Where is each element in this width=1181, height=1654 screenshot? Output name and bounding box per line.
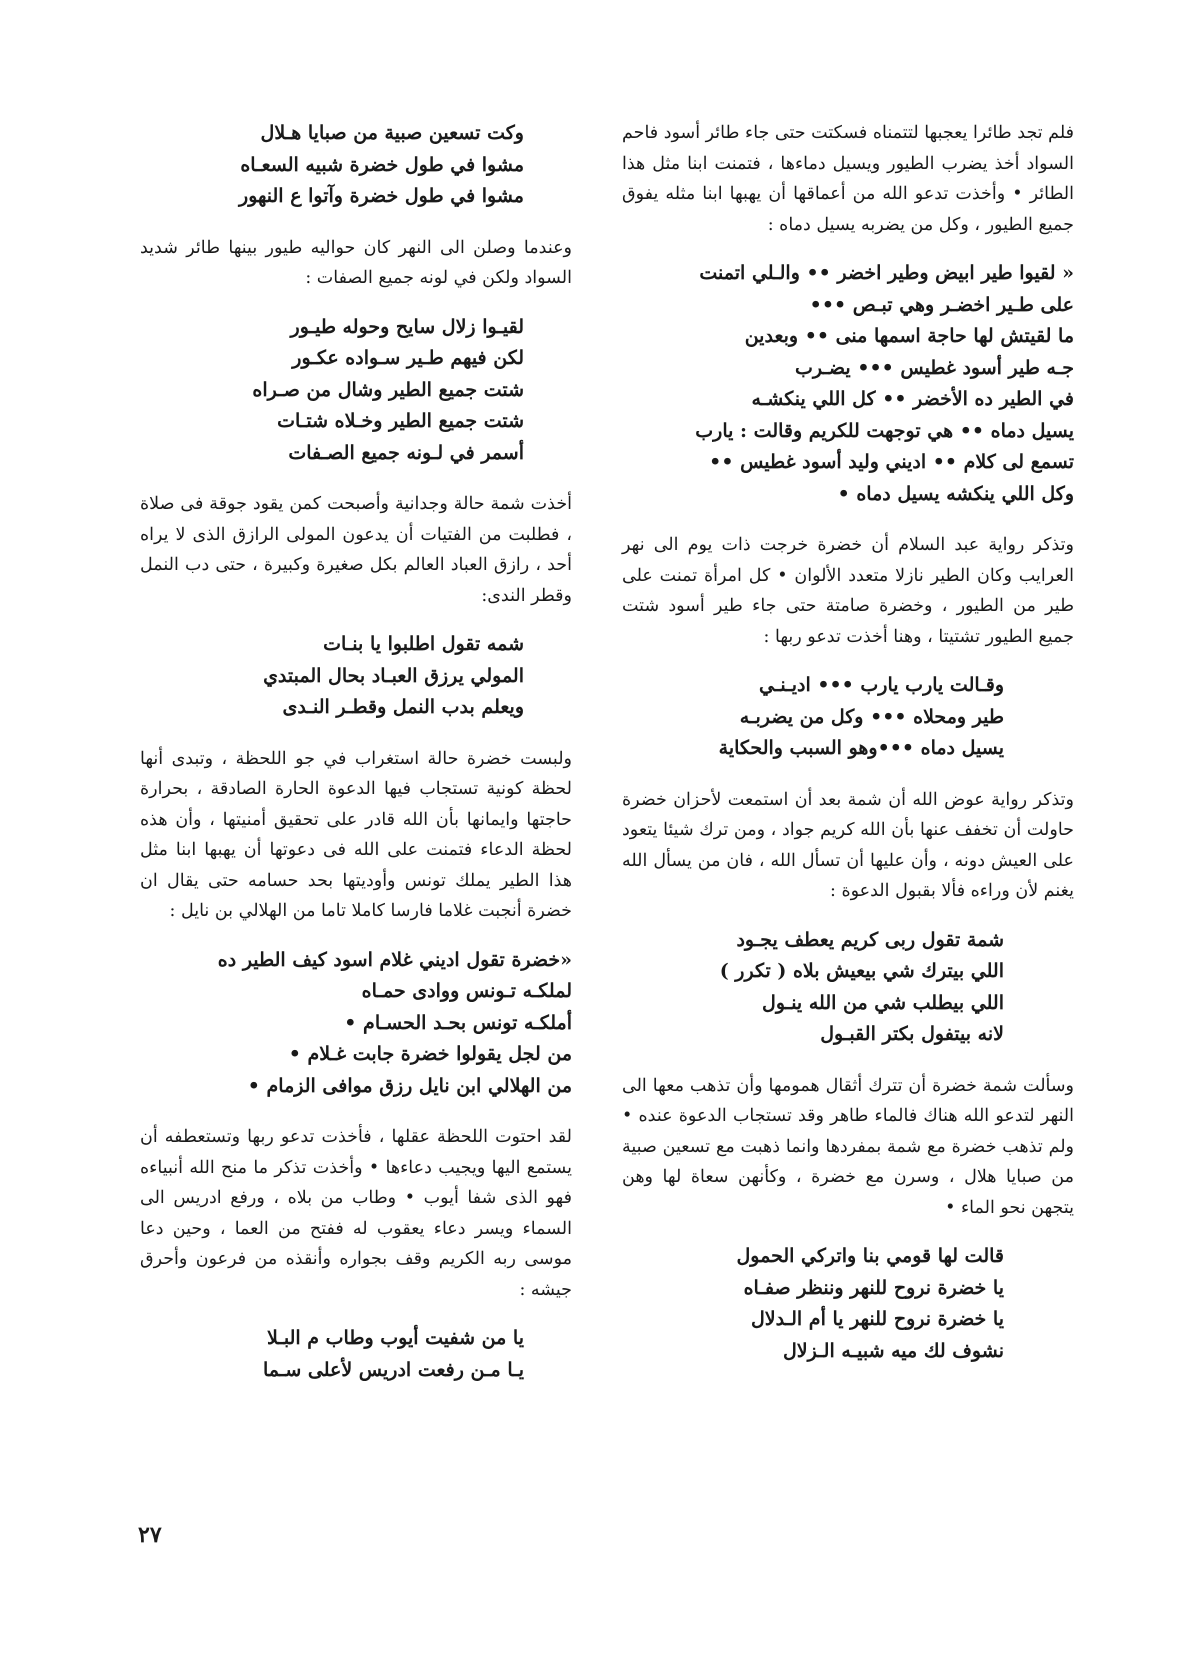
verse-line: ويعلم بدب النمل وقطـر النـدى: [282, 696, 524, 718]
verse-block: [140, 629, 572, 724]
verse-line: شمه تقول اطلبوا يا بنـات: [323, 633, 524, 655]
paragraph: وعندما وصلن الى النهر كان حواليه طيور بينها طائر شديد السواد ولكن في لونه جميع الصفات :: [140, 237, 572, 288]
verse-line: أسمر في لـونه جميع الصـفات: [288, 441, 524, 464]
verse-block: [140, 118, 572, 213]
right-column: [622, 118, 1074, 1387]
verse-line: يسيل دماه •• هي توجهت للكريم وقالت : يارب: [695, 419, 1074, 442]
verse-line: اللي بيطلب شي من الله ينـول: [762, 991, 1004, 1014]
paragraph: لقد احتوت اللحظة عقلها ، فأخذت تدعو ربها وتستعطفه أن يستمع اليها ويجيب دعاءها • وأخذت تذكر ما منح الله أنبياءه فهو الذى شفا أيوب • وطاب من بلاه ، ورفع ادريس الى السماء ويسر دعاء يعقوب له ففتح من العما ، وحين دعا موسى ربه الكريم وقف بجواره وأنقذه من فرعون وأحرق جيشه :: [140, 1127, 572, 1300]
verse-line: أملكـه تونس بحـد الحسـام •: [344, 1011, 572, 1034]
verse-line: لقيـوا زلال سايح وحوله طيـور: [290, 315, 524, 338]
paragraph: فلم تجد طائرا يعجبها لتتمناه فسكتت حتى جاء طائر أسود فاحم السواد أخذ يضرب الطيور ويسيل دماءها ، فتمنت ابنا مثل هذا الطائر • وأخذت تدعو الله من أعماقها أن يهبها ابنا مثله يفوق جميع الطيور ، وكل من يضربه يسيل دماه :: [622, 123, 1074, 235]
verse-line: من الهلالي ابن نايل رزق موافى الزمام •: [247, 1074, 572, 1097]
verse-line: يا خضرة نروح للنهر وننظر صفـاه: [743, 1276, 1004, 1299]
verse-line: « لقيوا طير ابيض وطير اخضر •• والـلي اتمنت: [699, 262, 1074, 284]
paragraph: وتذكر رواية عبد السلام أن خضرة خرجت ذات يوم الى نهر العرايب وكان الطير نازلا متعدد الألوان • كل امرأة تمنت على طير من الطيور ، وخضرة صامتة حتى جاء طير أسود شتت جميع الطيور تشتيتا ، وهنا أخذت تدعو ربها :: [622, 535, 1074, 647]
verse-line: المولي يرزق العبـاد بحال المبتدي: [263, 664, 524, 687]
verse-line: شتت جميع الطير وخـلاه شتـات: [277, 410, 524, 432]
verse-line: وكت تسعين صبية من صبايا هـلال: [260, 122, 524, 144]
verse-block: [622, 258, 1074, 510]
verse-line: لملكـه تـونس ووادى حمـاه: [361, 980, 572, 1002]
verse-line: نشوف لك ميه شبيـه الـزلال: [782, 1339, 1004, 1362]
verse-line: من لجل يقولوا خضرة جابت غـلام •: [288, 1043, 572, 1065]
verse-block: [622, 670, 1074, 765]
verse-block: [140, 312, 572, 470]
verse-line: لانه بيتفول بكتر القبـول: [820, 1023, 1004, 1045]
verse-line: مشوا في طول خضرة شبيه السعـاه: [240, 153, 524, 176]
verse-line: يا خضرة نروح للنهر يا أم الـدلال: [750, 1308, 1004, 1330]
verse-line: ما لقيتش لها حاجة اسمها منى •• وبعدين: [744, 325, 1074, 347]
verse-line: «خضرة تقول اديني غلام اسود كيف الطير ده: [217, 948, 572, 971]
verse-line: طير ومحلاه ••• وكل من يضربـه: [739, 705, 1004, 728]
paragraph: وسألت شمة خضرة أن تترك أثقال همومها وأن تذهب معها الى النهر لتدعو الله هناك فالماء طاهر وقد تستجاب الدعوة عنده • ولم تذهب خضرة مع شمة بمفردها وانما ذهبت مع تسعين صبية من صبايا هلال ، وسرن مع خضرة ، وكأنهن سعاة لها وهن يتجهن نحو الماء •: [622, 1075, 1074, 1218]
verse-line: يا من شفيت أيوب وطاب م البـلا: [266, 1327, 524, 1349]
verse-line: تسمع لى كلام •• اديني وليد أسود غطيس ••: [709, 451, 1074, 473]
verse-line: جـه طير أسود غطيس ••• يضـرب: [795, 356, 1074, 379]
verse-line: يـا مـن رفعت ادريس لأعلى سـما: [263, 1358, 524, 1381]
verse-line: لكن فيهم طـير سـواده عكـور: [292, 347, 524, 369]
verse-block: [140, 1323, 572, 1386]
paragraph: وتذكر رواية عوض الله أن شمة بعد أن استمعت لأحزان خضرة حاولت أن تخفف عنها بأن الله كريم جواد ، ومن ترك شيئا يتعود على العيش دونه ، وأن عليها أن تسأل الله ، فان من يسأل الله يغنم لأن وراءه فألا بقبول الدعوة :: [622, 789, 1074, 901]
page-number: ٢٧: [138, 1522, 162, 1548]
verse-line: اللي بيترك شي بيعيش بلاه ( تكرر ): [719, 960, 1004, 982]
verse-line: شتت جميع الطير وشال من صـراه: [252, 378, 524, 401]
verse-line: وقـالت يارب يارب ••• اديـنـي: [759, 674, 1004, 696]
verse-line: وكل اللي ينكشه يسيل دماه •: [837, 482, 1074, 505]
left-column: [140, 118, 572, 1406]
verse-line: شمة تقول ربى كريم يعطف يجـود: [736, 928, 1004, 951]
verse-block: [140, 945, 572, 1103]
verse-block: [622, 925, 1074, 1051]
verse-block: [622, 1241, 1074, 1367]
verse-line: قالت لها قومي بنا واتركي الحمول: [736, 1245, 1004, 1267]
paragraph: أخذت شمة حالة وجدانية وأصبحت كمن يقود جوقة فى صلاة ، فطلبت من الفتيات أن يدعون المولى الرازق الذى لا يراه أحد ، رازق العباد العالم بكل صغيرة وكبيرة ، حتى دب النمل وقطر الندى:: [140, 494, 572, 606]
paragraph: ولبست خضرة حالة استغراب في جو اللحظة ، وتبدى أنها لحظة كونية تستجاب فيها الدعوة الحارة الصادقة ، بحرارة حاجتها وايمانها بأن الله قادر على تحقيق أمنيتها ، وأن هذه لحظة الدعاء فتمنت على الله فى دعوتها أن يهبها ابنا مثل هذا الطير يملك تونس وأوديتها بحد حسامه حتى يقال ان خضرة أنجبت غلاما فارسا كاملا تاما من الهلالي بن نايل :: [140, 748, 572, 921]
verse-line: على طـير اخضـر وهي تبـص •••: [809, 293, 1074, 316]
verse-line: يسيل دماه •••وهو السبب والحكاية: [718, 737, 1004, 759]
verse-line: في الطير ده الأخضر •• كل اللي ينكشـه: [751, 388, 1074, 410]
verse-line: مشوا في طول خضرة وآتوا ع النهور: [239, 185, 524, 207]
